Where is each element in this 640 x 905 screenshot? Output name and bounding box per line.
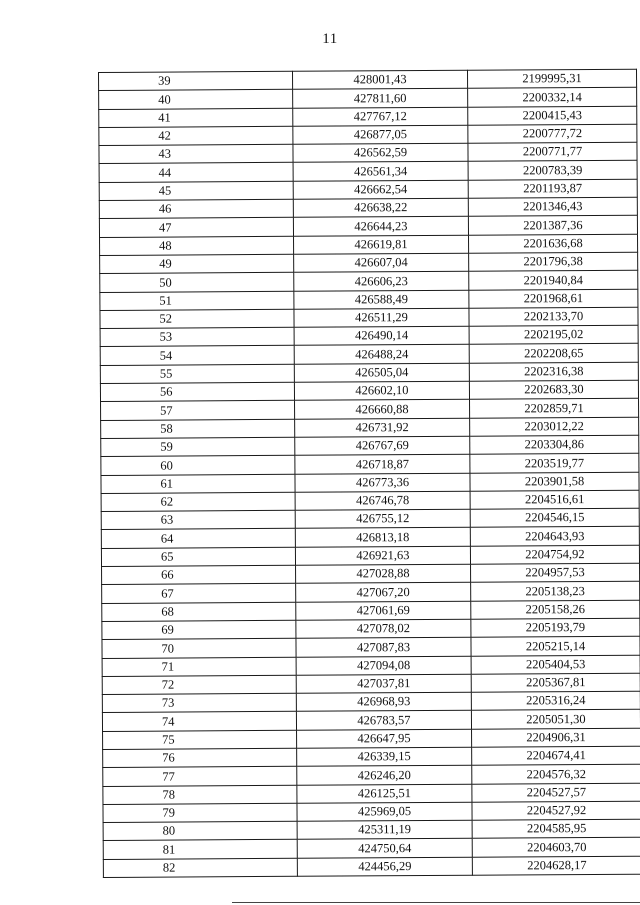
x-coordinate-cell: 426731,92 — [295, 418, 470, 437]
x-coordinate-cell: 426746,78 — [295, 491, 470, 510]
point-number-cell: 48 — [100, 236, 294, 255]
point-number-cell: 54 — [100, 346, 294, 365]
point-number-cell: 77 — [103, 767, 297, 786]
point-number-cell: 43 — [99, 144, 293, 163]
y-coordinate-cell: 2205316,24 — [471, 691, 640, 710]
point-number-cell: 40 — [99, 90, 293, 109]
x-coordinate-cell: 425969,05 — [297, 802, 472, 821]
point-number-cell: 62 — [101, 492, 295, 511]
point-number-cell: 69 — [102, 620, 296, 639]
x-coordinate-cell: 426877,05 — [293, 125, 468, 144]
point-number-cell: 75 — [103, 730, 297, 749]
x-coordinate-cell: 426619,81 — [294, 235, 469, 254]
x-coordinate-cell: 426647,95 — [297, 729, 472, 748]
point-number-cell: 74 — [102, 712, 296, 731]
y-coordinate-cell: 2204585,95 — [472, 819, 640, 838]
point-number-cell: 64 — [101, 529, 295, 548]
page-number: 11 — [322, 31, 338, 47]
x-coordinate-cell: 426606,23 — [294, 272, 469, 291]
y-coordinate-cell: 2201636,68 — [469, 234, 638, 253]
x-coordinate-cell: 427028,88 — [296, 564, 471, 583]
y-coordinate-cell: 2201968,61 — [469, 289, 638, 308]
point-number-cell: 72 — [102, 675, 296, 694]
x-coordinate-cell: 426921,63 — [295, 546, 470, 565]
x-coordinate-cell: 427087,83 — [296, 637, 471, 656]
point-number-cell: 81 — [103, 840, 297, 859]
point-number-cell: 80 — [103, 821, 297, 840]
y-coordinate-cell: 2205367,81 — [471, 673, 640, 692]
y-coordinate-cell: 2205158,26 — [471, 600, 640, 619]
point-number-cell: 51 — [100, 291, 294, 310]
x-coordinate-cell: 425311,19 — [297, 820, 472, 839]
point-number-cell: 42 — [99, 126, 293, 145]
point-number-cell: 76 — [103, 748, 297, 767]
y-coordinate-cell: 2201940,84 — [469, 270, 638, 289]
bottom-scan-line — [232, 902, 640, 903]
y-coordinate-cell: 2204754,92 — [470, 545, 639, 564]
y-coordinate-cell: 2201796,38 — [469, 252, 638, 271]
point-number-cell: 82 — [103, 858, 297, 877]
y-coordinate-cell: 2199995,31 — [467, 69, 636, 88]
y-coordinate-cell: 2204906,31 — [472, 728, 640, 747]
x-coordinate-cell: 426125,51 — [297, 784, 472, 803]
x-coordinate-cell: 426588,49 — [294, 290, 469, 309]
y-coordinate-cell: 2204643,93 — [470, 527, 639, 546]
point-number-cell: 63 — [101, 510, 295, 529]
x-coordinate-cell: 427767,12 — [293, 107, 468, 126]
y-coordinate-cell: 2202683,30 — [469, 380, 638, 399]
y-coordinate-cell: 2204957,53 — [471, 563, 640, 582]
y-coordinate-cell: 2204603,70 — [472, 838, 640, 857]
point-number-cell: 53 — [100, 327, 294, 346]
y-coordinate-cell: 2205193,79 — [471, 618, 640, 637]
y-coordinate-cell: 2204628,17 — [472, 856, 640, 875]
point-number-cell: 60 — [101, 456, 295, 475]
x-coordinate-cell: 426638,22 — [293, 198, 468, 217]
x-coordinate-cell: 427061,69 — [296, 601, 471, 620]
y-coordinate-cell: 2204527,57 — [472, 783, 640, 802]
y-coordinate-cell: 2205051,30 — [471, 710, 640, 729]
y-coordinate-cell: 2202316,38 — [469, 362, 638, 381]
x-coordinate-cell: 426755,12 — [295, 509, 470, 528]
y-coordinate-cell: 2203519,77 — [470, 453, 639, 472]
x-coordinate-cell: 426246,20 — [297, 766, 472, 785]
x-coordinate-cell: 426767,69 — [295, 436, 470, 455]
x-coordinate-cell: 426813,18 — [295, 528, 470, 547]
point-number-cell: 71 — [102, 657, 296, 676]
x-coordinate-cell: 426773,36 — [295, 473, 470, 492]
point-number-cell: 70 — [102, 639, 296, 658]
x-coordinate-cell: 426339,15 — [297, 747, 472, 766]
x-coordinate-cell: 426490,14 — [294, 326, 469, 345]
x-coordinate-cell: 427037,81 — [296, 674, 471, 693]
y-coordinate-cell: 2205215,14 — [471, 636, 640, 655]
y-coordinate-cell: 2203901,58 — [470, 472, 639, 491]
y-coordinate-cell: 2200415,43 — [468, 106, 637, 125]
point-number-cell: 45 — [99, 181, 293, 200]
point-number-cell: 66 — [102, 565, 296, 584]
point-number-cell: 73 — [102, 693, 296, 712]
y-coordinate-cell: 2202208,65 — [469, 344, 638, 363]
y-coordinate-cell: 2200777,72 — [468, 124, 637, 143]
point-number-cell: 49 — [100, 254, 294, 273]
y-coordinate-cell: 2204674,41 — [472, 746, 640, 765]
point-number-cell: 65 — [101, 547, 295, 566]
x-coordinate-cell: 426607,04 — [294, 253, 469, 272]
point-number-cell: 41 — [99, 108, 293, 127]
y-coordinate-cell: 2203012,22 — [470, 417, 639, 436]
y-coordinate-cell: 2201387,36 — [468, 216, 637, 235]
x-coordinate-cell: 424750,64 — [297, 839, 472, 858]
x-coordinate-cell: 426561,34 — [293, 162, 468, 181]
point-number-cell: 50 — [100, 273, 294, 292]
y-coordinate-cell: 2201193,87 — [468, 179, 637, 198]
x-coordinate-cell: 427067,20 — [296, 583, 471, 602]
x-coordinate-cell: 427078,02 — [296, 619, 471, 638]
x-coordinate-cell: 426488,24 — [294, 345, 469, 364]
point-number-cell: 67 — [102, 584, 296, 603]
y-coordinate-cell: 2202133,70 — [469, 307, 638, 326]
point-number-cell: 57 — [101, 401, 295, 420]
point-number-cell: 39 — [99, 71, 293, 90]
y-coordinate-cell: 2204546,15 — [470, 508, 639, 527]
point-number-cell: 47 — [99, 218, 293, 237]
point-number-cell: 79 — [103, 803, 297, 822]
y-coordinate-cell: 2202195,02 — [469, 325, 638, 344]
point-number-cell: 52 — [100, 309, 294, 328]
x-coordinate-cell: 426660,88 — [295, 400, 470, 419]
x-coordinate-cell: 428001,43 — [292, 70, 467, 89]
y-coordinate-cell: 2203304,86 — [470, 435, 639, 454]
point-number-cell: 68 — [102, 602, 296, 621]
y-coordinate-cell: 2200783,39 — [468, 161, 637, 180]
x-coordinate-cell: 427811,60 — [293, 89, 468, 108]
y-coordinate-cell: 2200332,14 — [468, 88, 637, 107]
x-coordinate-cell: 427094,08 — [296, 656, 471, 675]
point-number-cell: 61 — [101, 474, 295, 493]
y-coordinate-cell: 2201346,43 — [468, 197, 637, 216]
point-number-cell: 59 — [101, 437, 295, 456]
point-number-cell: 55 — [100, 364, 294, 383]
point-number-cell: 58 — [101, 419, 295, 438]
y-coordinate-cell: 2200771,77 — [468, 142, 637, 161]
y-coordinate-cell: 2205138,23 — [471, 582, 640, 601]
x-coordinate-cell: 424456,29 — [297, 857, 472, 876]
point-number-cell: 78 — [103, 785, 297, 804]
point-number-cell: 46 — [99, 199, 293, 218]
point-number-cell: 56 — [100, 382, 294, 401]
x-coordinate-cell: 426662,54 — [293, 180, 468, 199]
y-coordinate-cell: 2204527,92 — [472, 801, 640, 820]
x-coordinate-cell: 426718,87 — [295, 454, 470, 473]
x-coordinate-cell: 426968,93 — [296, 692, 471, 711]
y-coordinate-cell: 2204516,61 — [470, 490, 639, 509]
x-coordinate-cell: 426511,29 — [294, 308, 469, 327]
x-coordinate-cell: 426644,23 — [293, 217, 468, 236]
y-coordinate-cell: 2204576,32 — [472, 764, 640, 783]
x-coordinate-cell: 426602,10 — [294, 381, 469, 400]
x-coordinate-cell: 426562,59 — [293, 143, 468, 162]
x-coordinate-cell: 426505,04 — [294, 363, 469, 382]
coordinates-table — [98, 69, 640, 878]
y-coordinate-cell: 2205404,53 — [471, 655, 640, 674]
y-coordinate-cell: 2202859,71 — [470, 399, 639, 418]
table-row — [103, 856, 640, 878]
point-number-cell: 44 — [99, 163, 293, 182]
coordinates-table-body — [99, 69, 640, 877]
x-coordinate-cell: 426783,57 — [296, 711, 471, 730]
